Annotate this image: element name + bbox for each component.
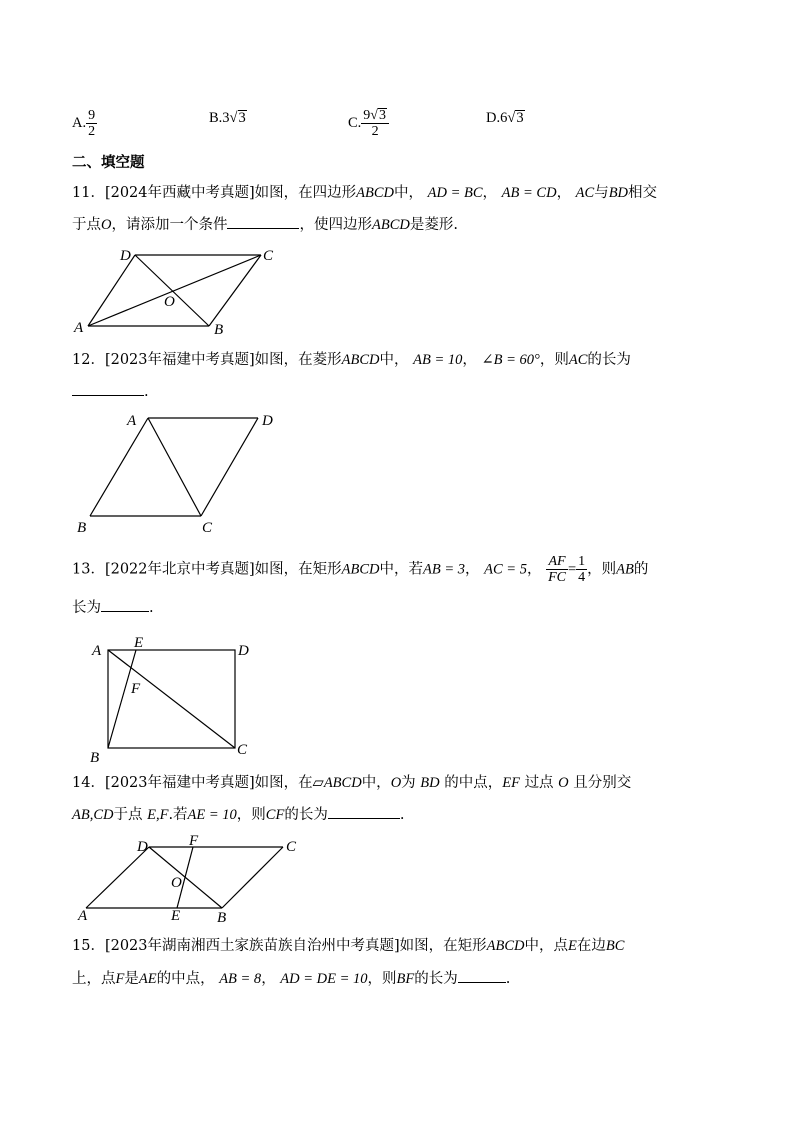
q13-period: . — [149, 600, 154, 616]
option-c-num-radicand: 3 — [378, 108, 386, 123]
q15-text-2d: ，则 — [367, 971, 397, 987]
q12-source: [2023年福建中考真题]如图，在菱形 — [104, 352, 342, 368]
fig12-label-d: D — [262, 413, 273, 429]
q13-ratio-fraction — [546, 554, 568, 585]
fig11-label-b: B — [214, 322, 224, 338]
option-c-fraction — [361, 108, 389, 139]
option-a-numerator: 9 — [88, 108, 96, 123]
q14-text-2b: 于点 — [113, 807, 143, 823]
fig13-label-a: A — [92, 643, 102, 659]
q14-text-2f: 的长为 — [284, 807, 328, 823]
q15-text-2e: 的长为 — [414, 971, 458, 987]
q12-number: 12． — [72, 352, 105, 368]
q15-period: . — [505, 971, 511, 987]
option-d-label: D. — [486, 110, 501, 126]
q14-cf: CF — [265, 807, 285, 823]
q14-text-2: 的中点， — [444, 775, 503, 791]
option-d-coefficient: 6 — [500, 110, 508, 126]
q15-point-f: F — [115, 971, 125, 987]
q14-text-tail: 过点 — [524, 775, 554, 791]
fig13-label-c: C — [237, 742, 248, 758]
q11-number: 11． — [72, 185, 105, 201]
q13-condition-1: AB = 3 — [423, 561, 466, 578]
q11-quad-name-2: ABCD — [371, 217, 410, 233]
q11-ac: AC — [575, 185, 595, 201]
q12-condition-1: AB = 10 — [413, 352, 463, 368]
q14-line1 — [72, 773, 631, 793]
q11-text: 中， — [394, 185, 424, 201]
q15-bf: BF — [396, 971, 415, 987]
fig12-label-b: B — [77, 520, 87, 536]
q11-line1 — [72, 183, 657, 203]
q14-bd: BD — [420, 775, 440, 791]
q14-period: . — [399, 807, 405, 823]
q14-condition: AE = 10 — [187, 807, 237, 823]
q15-condition-1: AB = 8 — [219, 971, 262, 987]
q14-answer-blank[interactable] — [328, 804, 400, 819]
option-b: B.3√3 — [209, 110, 246, 126]
q11-text-yu: 与 — [594, 185, 609, 201]
option-c-denominator: 2 — [371, 124, 379, 139]
q15-text-2b: 是 — [124, 971, 139, 987]
q14-text-wei: 为 — [401, 775, 416, 791]
fig13-label-d: D — [238, 643, 249, 659]
figure-14-parallelogram — [72, 834, 304, 926]
q13-text-tail2: 的 — [633, 561, 649, 578]
option-a-label: A. — [72, 114, 87, 131]
q11-answer-blank[interactable] — [227, 214, 299, 229]
q13-ab: AB — [616, 561, 634, 578]
fig14-label-a: A — [78, 908, 88, 924]
option-c-label: C. — [348, 114, 362, 131]
q11-text-2a: 于点 — [72, 217, 101, 233]
q14-line2 — [72, 804, 404, 825]
q11-text-2b: ，请添加一个条件 — [111, 217, 228, 233]
fig14-label-o: O — [171, 875, 182, 891]
q13-text: 中，若 — [379, 561, 424, 578]
q15-number: 15． — [72, 938, 105, 954]
q12-period: . — [144, 384, 149, 400]
q12-line2 — [72, 381, 149, 402]
q13-ratio-num: AF — [546, 554, 568, 570]
figure-11-parallelogram — [72, 242, 292, 342]
q15-answer-blank[interactable] — [458, 968, 506, 983]
fig11-label-o: O — [164, 294, 175, 310]
figure-13-rectangle — [72, 634, 262, 764]
q13-line1: 13．[2022年北京中考真题]如图，在矩形ABCD中，若AB = 3， AC = 5， $\frac{AF}{FC}$ = $\frac{1}{4}$ ，则AB的 — [72, 554, 649, 585]
figure-12-rhombus — [72, 406, 284, 536]
q12-line1: 12．[2023年福建中考真题]如图，在菱形ABCD中， AB = 10， ∠B = 60°，则AC的长为 — [72, 352, 631, 368]
q15-text-2a: 上，点 — [72, 971, 116, 987]
fig11-label-c: C — [263, 248, 274, 264]
q11-quad-name: ABCD — [356, 185, 395, 201]
q13-value-num: 1 — [578, 554, 586, 569]
q13-answer-blank[interactable] — [101, 597, 149, 612]
q15-point-e: E — [568, 938, 577, 954]
q11-source: [2024年西藏中考真题]如图，在四边形 — [104, 185, 357, 201]
q11-text-2c: ，使四边形 — [299, 217, 372, 233]
option-b-label: B. — [209, 110, 223, 126]
option-c — [348, 108, 389, 139]
q11-point-o: O — [101, 217, 112, 233]
fig12-label-a: A — [127, 413, 137, 429]
q15-ae: AE — [138, 971, 157, 987]
q14-source: [2023年福建中考真题]如图，在 — [104, 775, 313, 791]
q14-text-tail2: 且分别交 — [573, 775, 632, 791]
q11-bd: BD — [608, 185, 629, 201]
q12-quad-name: ABCD — [341, 352, 380, 368]
option-a-fraction — [86, 108, 97, 139]
q12-condition-2: ∠B = 60° — [481, 352, 540, 368]
fig14-label-b: B — [217, 910, 227, 926]
q13-text-tail1: ，则 — [587, 561, 617, 578]
q14-text-2e: ，则 — [236, 807, 266, 823]
q12-answer-blank[interactable] — [72, 381, 144, 396]
q15-bc: BC — [605, 938, 625, 954]
q11-text-tail: 相交 — [628, 185, 658, 201]
option-a — [72, 108, 97, 139]
q12-text: 中， — [379, 352, 409, 368]
q15-condition-2: AD = DE = 10 — [280, 971, 368, 987]
q14-points: E,F — [147, 807, 169, 823]
q14-text: 中， — [361, 775, 391, 791]
q12-text-tail2: 的长为 — [587, 352, 631, 368]
q13-quad-name: ABCD — [341, 561, 380, 578]
q15-quad-name: ABCD — [486, 938, 525, 954]
q11-condition-2: AB = CD — [501, 185, 557, 201]
q14-sides: AB,CD — [72, 807, 114, 823]
fig14-label-e: E — [171, 908, 181, 924]
q15-text-2: 在边 — [576, 938, 606, 954]
option-d: D.6√3 — [486, 110, 524, 126]
q13-value-den: 4 — [578, 570, 586, 585]
q15-text-2c: 的中点， — [156, 971, 215, 987]
q15-line1 — [72, 936, 624, 956]
q13-text-2: 长为 — [72, 600, 101, 616]
option-c-num-coef: 9 — [363, 108, 371, 123]
q13-condition-2: AC = 5 — [484, 561, 527, 578]
section-heading: 二、填空题 — [72, 155, 145, 171]
fig14-label-d: D — [137, 839, 148, 855]
q11-line2 — [72, 214, 458, 235]
q13-number: 13． — [72, 561, 105, 578]
q15-text: 中，点 — [524, 938, 569, 954]
fig13-label-e: E — [134, 635, 144, 651]
fig13-label-b: B — [90, 750, 100, 764]
q14-ef: EF — [502, 775, 520, 791]
option-b-coefficient: 3 — [222, 110, 230, 126]
q12-text-tail1: ，则 — [539, 352, 569, 368]
q15-source: [2023年湖南湘西土家族苗族自治州中考真题]如图，在矩形 — [104, 938, 487, 954]
option-a-denominator: 2 — [88, 124, 96, 139]
q14-point-o-2: O — [558, 775, 569, 791]
q14-parallelogram: ▱ABCD — [312, 775, 362, 791]
option-b-radicand: 3 — [238, 110, 246, 126]
q11-comma: ， — [482, 185, 498, 201]
q14-text-2d: .若 — [168, 807, 188, 823]
fig13-label-f: F — [131, 681, 141, 697]
q11-condition-1: AD = BC — [427, 185, 483, 201]
q13-line2 — [72, 597, 154, 618]
q13-value-fraction — [576, 554, 587, 585]
q11-text-2d: 是菱形. — [409, 217, 458, 233]
fig14-label-c: C — [286, 839, 297, 855]
q13-source: [2022年北京中考真题]如图，在矩形 — [104, 561, 342, 578]
fig12-label-c: C — [202, 520, 213, 536]
fig11-label-d: D — [120, 248, 131, 264]
q13-ratio-den: FC — [548, 570, 566, 585]
q13-equals: = — [567, 561, 577, 578]
q14-point-o: O — [390, 775, 402, 791]
option-c-numerator: 9√3 — [361, 108, 389, 124]
fig11-label-a: A — [74, 320, 84, 336]
option-d-radicand: 3 — [516, 110, 524, 126]
q15-line2: 上，点F是AE的中点， AB = 8， AD = DE = 10，则BF的长为 . — [72, 968, 510, 989]
fig14-label-f: F — [189, 834, 199, 849]
q11-comma-2: ， — [556, 185, 572, 201]
q12-ac: AC — [568, 352, 588, 368]
q14-number: 14． — [72, 775, 105, 791]
